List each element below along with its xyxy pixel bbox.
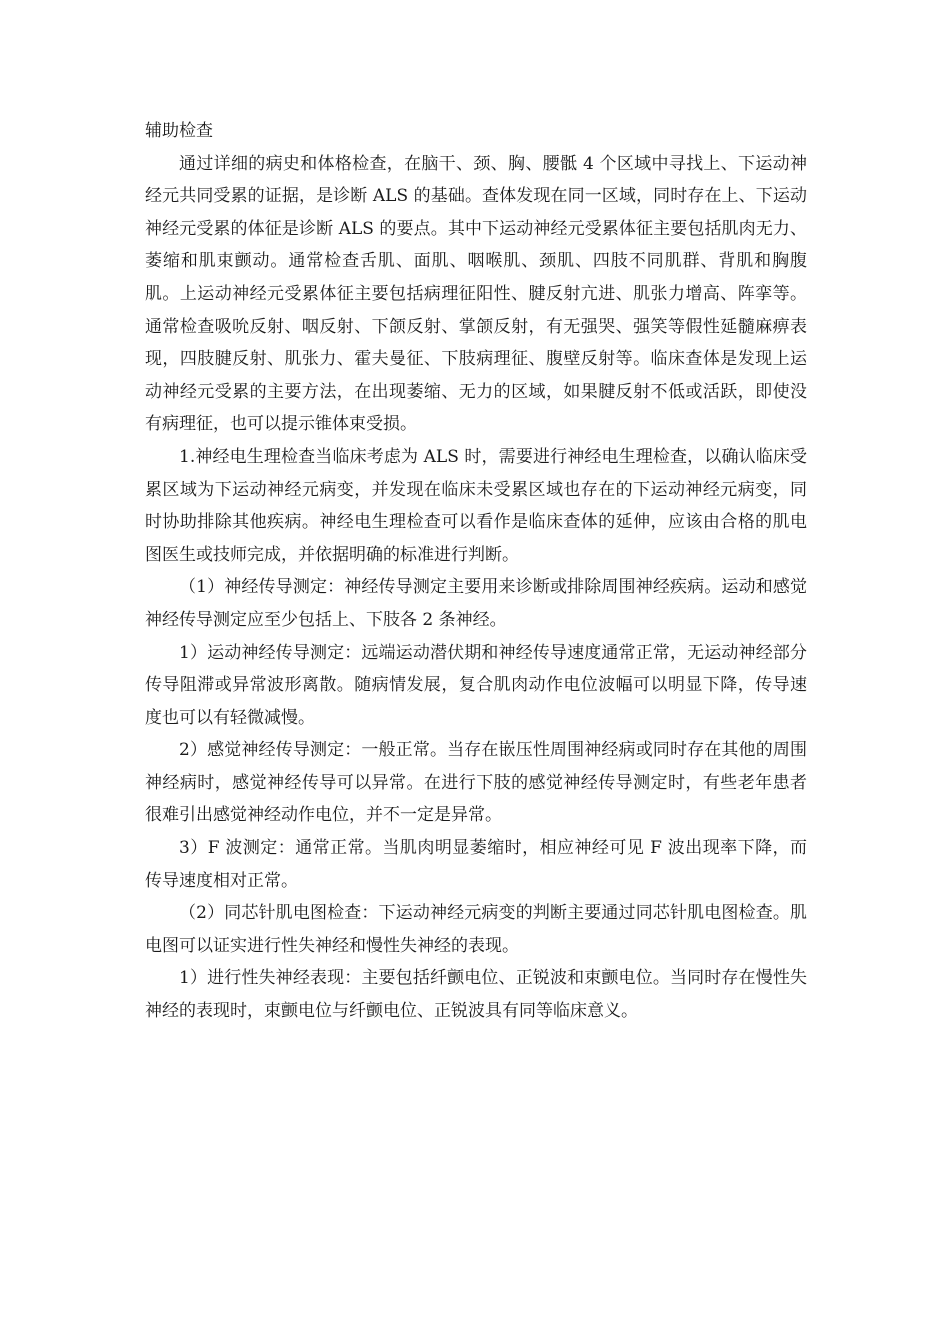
- paragraph-denervation: 1）进行性失神经表现：主要包括纤颤电位、正锐波和束颤电位。当同时存在慢性失神经的表现时，束颤电位与纤颤电位、正锐波具有同等临床意义。: [145, 968, 807, 1022]
- paragraph-clinical-exam: 通过详细的病史和体格检查，在脑干、颈、胸、腰骶 4 个区域中寻找上、下运动神经元共同受累的证据，是诊断 ALS 的基础。查体发现在同一区域，同时存在上、下运动神经元受累的体征是诊断 ALS 的要点。其中下运动神经元受累体征主要包括肌肉无力、萎缩和肌束颤动。通常检查舌肌、面肌、咽喉肌、颈肌、四肢不同肌群、背肌和胸腹肌。上运动神经元受累体征主要包括病理征阳性、腱反射亢进、肌张力增高、阵挛等。通常检查吸吮反射、咽反射、下颌反射、掌颌反射，有无强哭、强笑等假性延髓麻痹表现，四肢腱反射、肌张力、霍夫曼征、下肢病理征、腹壁反射等。临床查体是发现上运动神经元受累的主要方法，在出现萎缩、无力的区域，如果腱反射不低或活跃，即使没有病理征，也可以提示锥体束受损。: [145, 153, 807, 435]
- section-title: 辅助检查: [145, 121, 213, 141]
- paragraph-f-wave: 3）F 波测定：通常正常。当肌肉明显萎缩时，相应神经可见 F 波出现率下降，而传导速度相对正常。: [145, 838, 807, 891]
- document-body: [145, 115, 807, 1028]
- paragraph-sensory-conduction: 2）感觉神经传导测定：一般正常。当存在嵌压性周围神经病或同时存在其他的周围神经病时，感觉神经传导可以异常。在进行下肢的感觉神经传导测定时，有些老年患者很难引出感觉神经动作电位，并不一定是异常。: [145, 740, 807, 826]
- paragraph-electrophysiology: 1.神经电生理检查当临床考虑为 ALS 时，需要进行神经电生理检查，以确认临床受累区域为下运动神经元病变，并发现在临床未受累区域也存在的下运动神经元病变，同时协助排除其他疾病。神经电生理检查可以看作是临床查体的延伸，应该由合格的肌电图医生或技师完成，并依据明确的标准进行判断。: [145, 446, 807, 565]
- paragraph-needle-emg: （2）同芯针肌电图检查：下运动神经元病变的判断主要通过同芯针肌电图检查。肌电图可以证实进行性失神经和慢性失神经的表现。: [145, 903, 807, 956]
- paragraph-motor-conduction: 1）运动神经传导测定：远端运动潜伏期和神经传导速度通常正常，无运动神经部分传导阻滞或异常波形离散。随病情发展，复合肌肉动作电位波幅可以明显下降，传导速度也可以有轻微减慢。: [145, 642, 807, 728]
- paragraph-nerve-conduction: （1）神经传导测定：神经传导测定主要用来诊断或排除周围神经疾病。运动和感觉神经传导测定应至少包括上、下肢各 2 条神经。: [145, 577, 807, 630]
